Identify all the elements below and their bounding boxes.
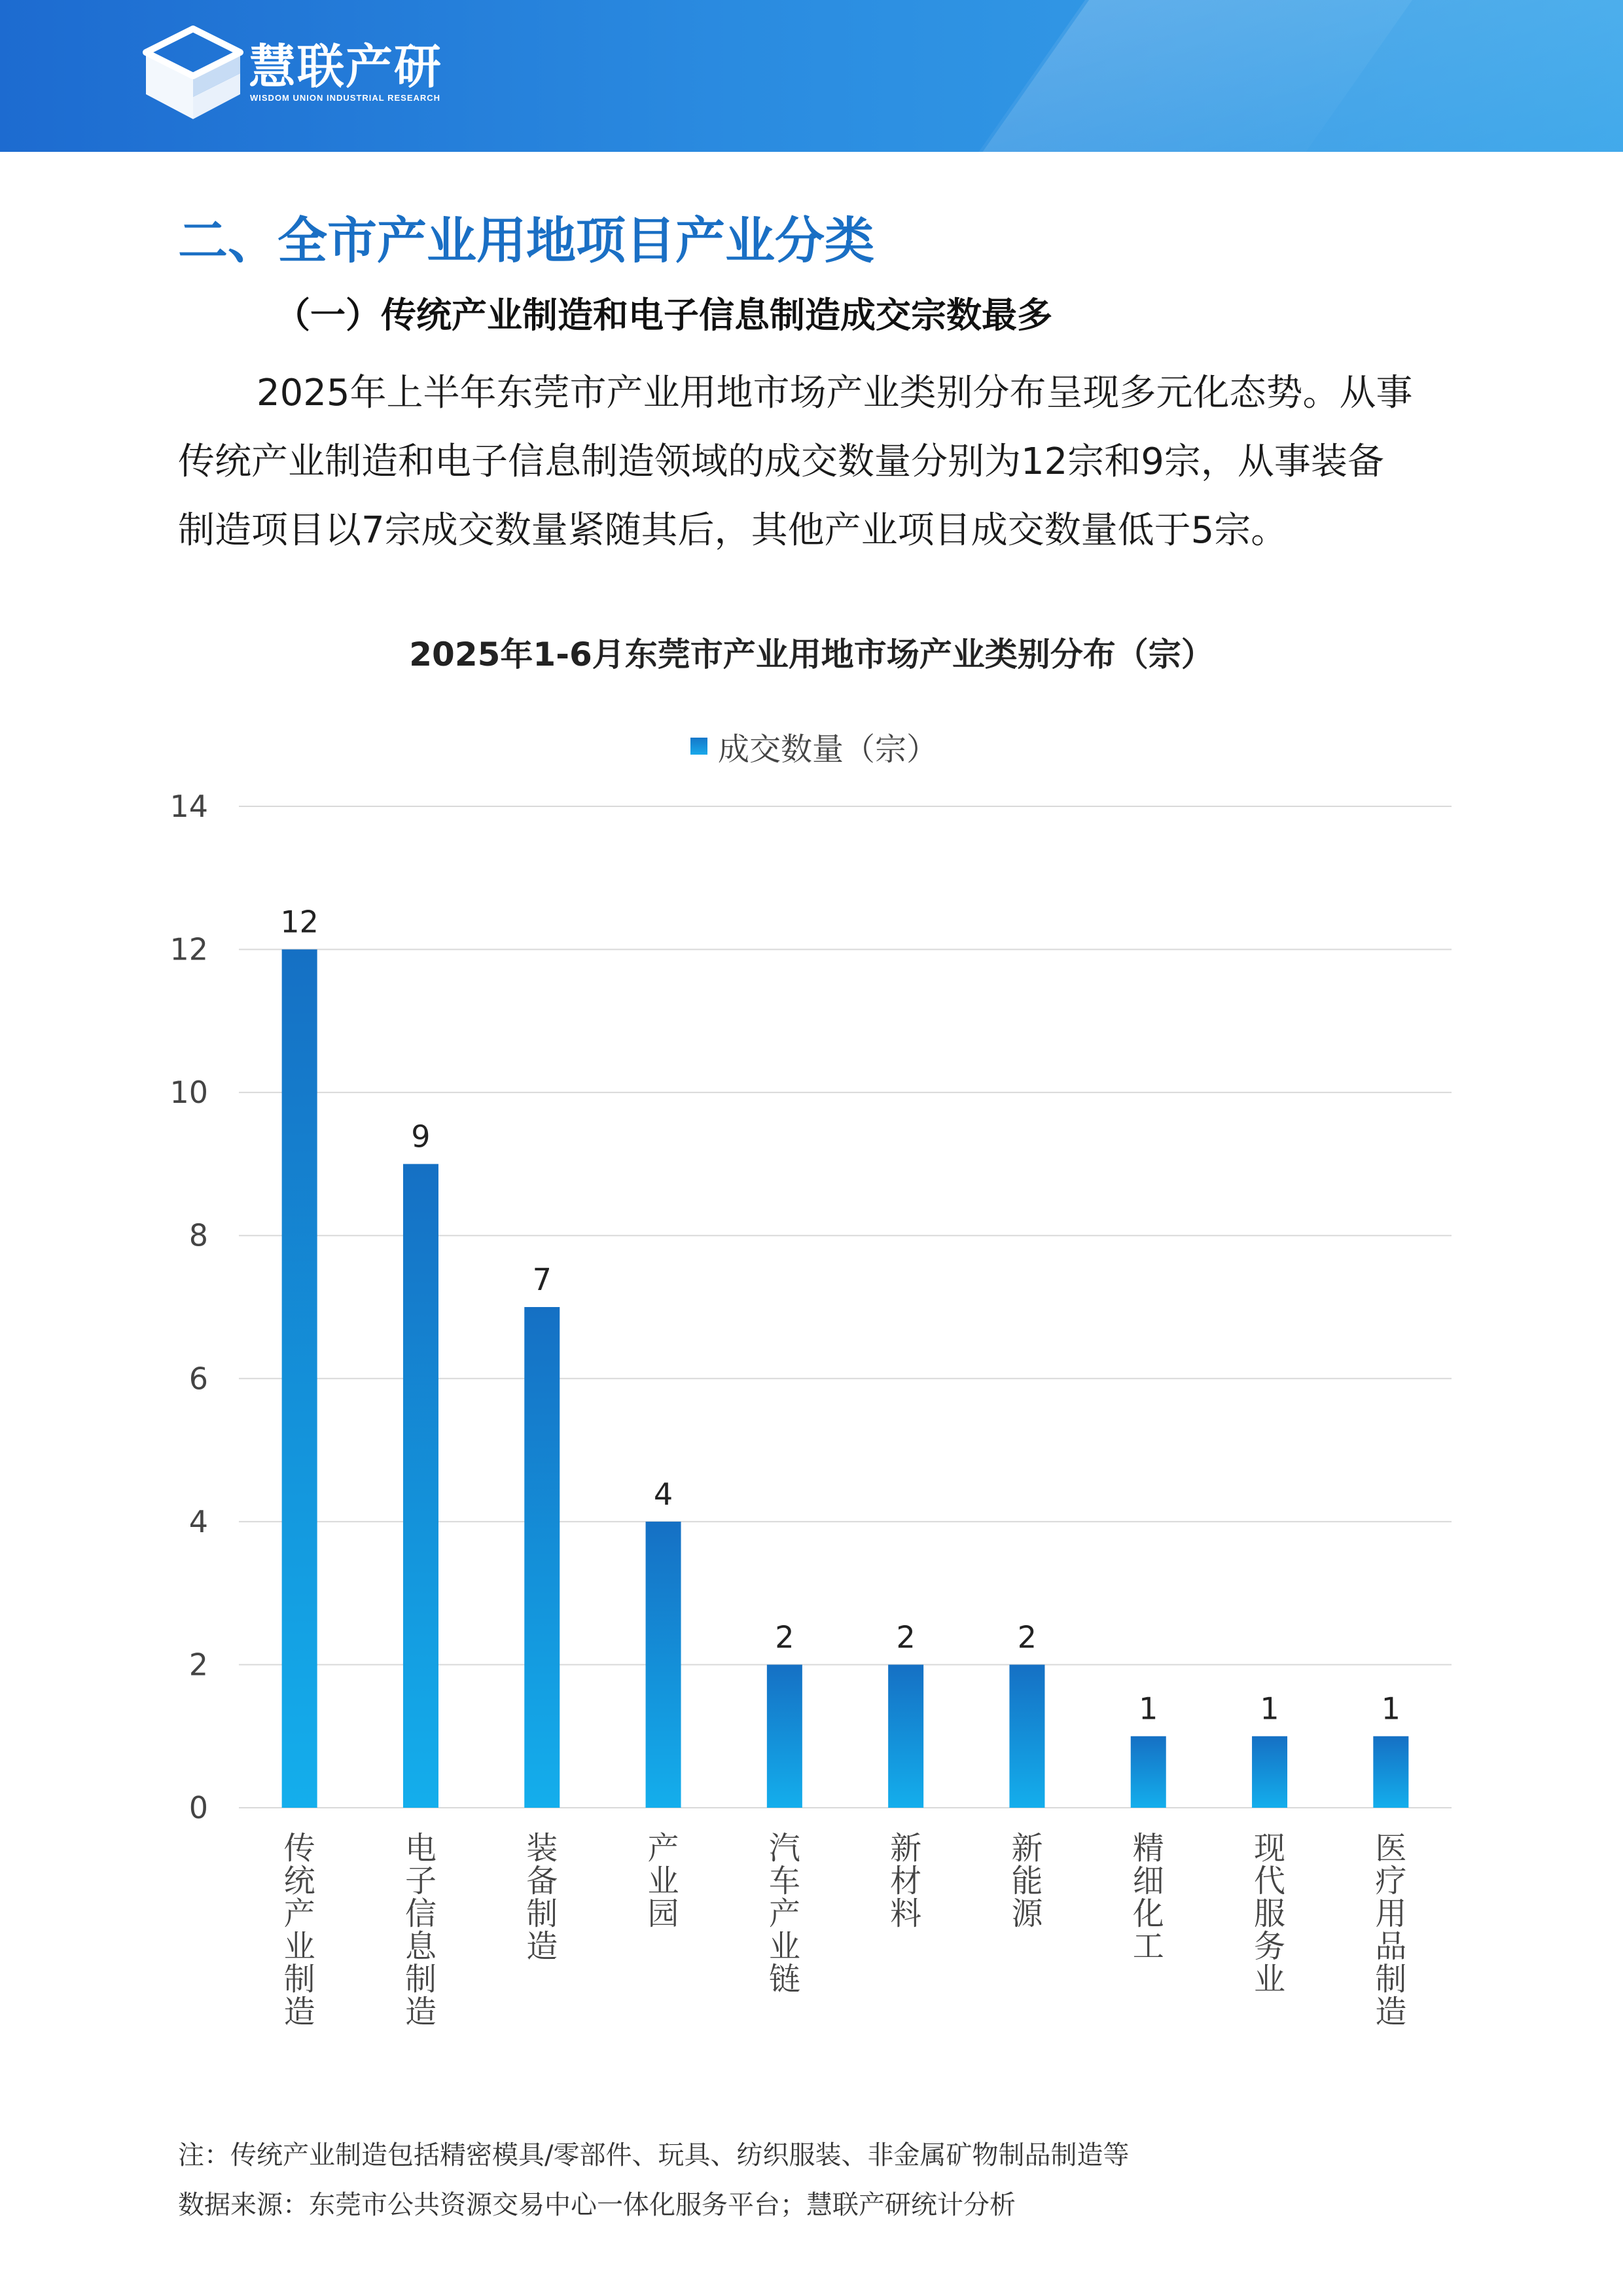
bar — [767, 1664, 802, 1808]
brand-name-english: WISDOM UNION INDUSTRIAL RESEARCH — [250, 93, 441, 103]
paragraph-line: 2025年上半年东莞市产业用地市场产业类别分布呈现多元化态势。从事 — [257, 372, 1413, 414]
page-header — [0, 0, 1623, 152]
brand-logo-icon — [141, 25, 245, 123]
x-tick-label: 装备制造 — [526, 1830, 558, 1965]
bar — [888, 1664, 923, 1808]
bar — [1252, 1736, 1287, 1808]
data-label: 4 — [653, 1476, 673, 1512]
x-tick-label: 新材料 — [890, 1830, 922, 1932]
x-tick-label: 新能源 — [1011, 1830, 1043, 1932]
x-tick-label: 传统产业制造 — [283, 1830, 315, 2030]
bar-chart — [0, 759, 1623, 2055]
y-tick-label: 2 — [188, 1647, 208, 1683]
data-label: 1 — [1139, 1691, 1158, 1727]
body-paragraph — [178, 359, 1461, 565]
bar — [403, 1164, 438, 1808]
brand-name: 慧联产研 — [249, 39, 443, 94]
y-tick-label: 14 — [169, 789, 208, 824]
data-label: 9 — [411, 1119, 431, 1155]
data-label: 2 — [896, 1619, 916, 1655]
legend-swatch — [690, 738, 707, 755]
bar — [1131, 1736, 1166, 1808]
x-tick-label: 精细化工 — [1132, 1830, 1164, 1965]
x-tick-label: 现代服务业 — [1254, 1830, 1286, 1998]
y-tick-label: 6 — [188, 1361, 208, 1397]
footnote: 注：传统产业制造包括精密模具/零部件、玩具、纺织服装、非金属矿物制品制造等 — [178, 2140, 1130, 2170]
data-label: 12 — [280, 904, 319, 940]
x-tick-label: 医疗用品制造 — [1375, 1830, 1407, 2030]
footnotes — [178, 2130, 1129, 2230]
data-label: 1 — [1381, 1691, 1400, 1727]
bar — [1009, 1664, 1044, 1808]
data-label: 2 — [775, 1619, 794, 1655]
section-title: 二、全市产业用地项目产业分类 — [178, 211, 874, 270]
subsection-title: （一）传统产业制造和电子信息制造成交宗数最多 — [275, 295, 1052, 336]
y-tick-label: 0 — [188, 1790, 208, 1825]
data-label: 2 — [1017, 1619, 1037, 1655]
y-tick-label: 12 — [169, 931, 208, 967]
bar — [282, 950, 317, 1808]
y-tick-label: 4 — [188, 1503, 208, 1539]
data-source: 数据来源：东莞市公共资源交易中心一体化服务平台；慧联产研统计分析 — [178, 2190, 1016, 2220]
x-tick-label: 汽车产业链 — [768, 1830, 800, 1998]
data-label: 1 — [1260, 1691, 1279, 1727]
y-tick-label: 8 — [188, 1217, 208, 1253]
bar — [1373, 1736, 1408, 1808]
bar — [646, 1522, 681, 1808]
bar — [524, 1307, 560, 1808]
paragraph-line: 制造项目以7宗成交数量紧随其后，其他产业项目成交数量低于5宗。 — [178, 509, 1288, 552]
x-tick-label: 产业园 — [647, 1830, 679, 1932]
data-label: 7 — [532, 1262, 552, 1297]
legend-label: 成交数量（宗） — [718, 730, 938, 768]
x-tick-label: 电子信息制造 — [404, 1830, 437, 2030]
chart-title: 2025年1-6月东莞市产业用地市场产业类别分布（宗） — [409, 636, 1214, 673]
y-tick-label: 10 — [169, 1075, 208, 1111]
paragraph-line: 传统产业制造和电子信息制造领域的成交数量分别为12宗和9宗，从事装备 — [178, 440, 1384, 483]
